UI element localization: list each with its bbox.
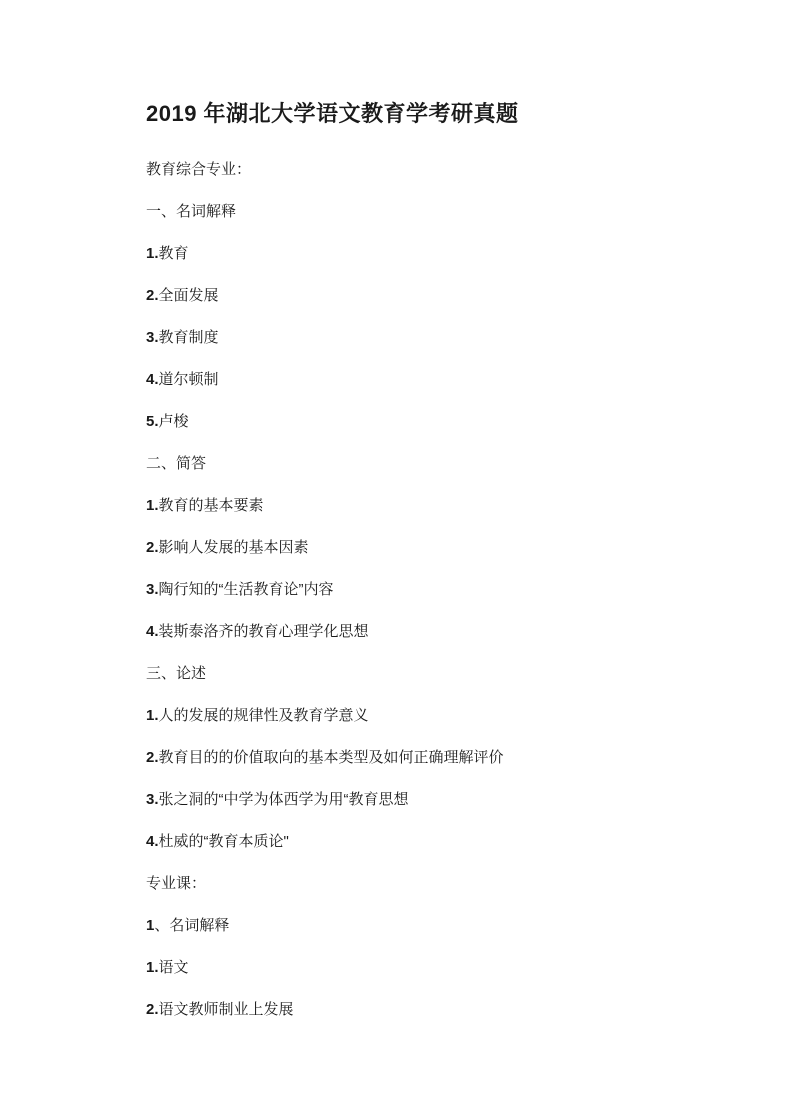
paragraph-text: 杜威的“教育本质论" [158,833,289,850]
paragraph [146,749,706,767]
paragraph-text: 二、简答 [146,455,207,472]
paragraph-text: 人的发展的规律性及教育学意义 [158,707,369,724]
list-number: 1. [146,707,159,724]
paragraph [146,581,706,599]
paragraph-text: 教育目的的价值取向的基本类型及如何正确理解评价 [158,749,504,766]
paragraph-text: 全面发展 [158,287,219,304]
paragraph [146,329,706,347]
paragraph [146,203,706,221]
list-number: 5. [146,413,159,430]
paragraph [146,875,706,893]
paragraph [146,833,706,851]
paragraph-text: 语文 [158,959,189,976]
paragraph-text: 道尔顿制 [158,371,219,388]
paragraph-text: 教育综合专业： [146,161,252,178]
list-number: 2. [146,539,159,556]
paragraph-text: 张之洞的“中学为体西学为用“教育思想 [158,791,409,808]
list-number: 1. [146,245,159,262]
paragraph-text: 一、名词解释 [146,203,237,220]
list-number: 4. [146,623,159,640]
paragraph [146,665,706,683]
list-number: 3. [146,791,159,808]
paragraph [146,539,706,557]
paragraph [146,959,706,977]
paragraph [146,287,706,305]
list-number: 2. [146,1001,159,1018]
paragraph-text: 三、论述 [146,665,207,682]
paragraph [146,413,706,431]
list-number: 4. [146,371,159,388]
paragraph-text: 语文教师制业上发展 [158,1001,294,1018]
paragraph [146,917,706,935]
paragraph [146,1001,706,1019]
list-number: 4. [146,833,159,850]
paragraph [146,623,706,641]
paragraph [146,497,706,515]
list-number: 2. [146,749,159,766]
paragraph [146,245,706,263]
list-number: 1. [146,959,159,976]
list-number: 3. [146,581,159,598]
list-number: 1. [146,497,159,514]
document-content [146,101,706,1043]
list-number: 2. [146,287,159,304]
paragraph-text: 教育 [158,245,189,262]
paragraph-text: 教育制度 [158,329,219,346]
paragraph [146,791,706,809]
paragraph-text: 、名词解释 [154,917,230,934]
paragraph-text: 陶行知的“生活教育论”内容 [158,581,334,598]
paragraph-text: 影响人发展的基本因素 [158,539,309,556]
paragraph [146,707,706,725]
paragraph [146,371,706,389]
paragraph-text: 教育的基本要素 [158,497,264,514]
list-number: 3. [146,329,159,346]
paragraph [146,455,706,473]
paragraph-text: 装斯泰洛齐的教育心理学化思想 [158,623,369,640]
list-number: 1 [146,917,155,934]
paragraph [146,161,706,179]
paragraph-text: 专业课： [146,875,207,892]
paragraph-text: 卢梭 [158,413,189,430]
doc-title: 2019 年湖北大学语文教育学考研真题 [146,101,519,126]
